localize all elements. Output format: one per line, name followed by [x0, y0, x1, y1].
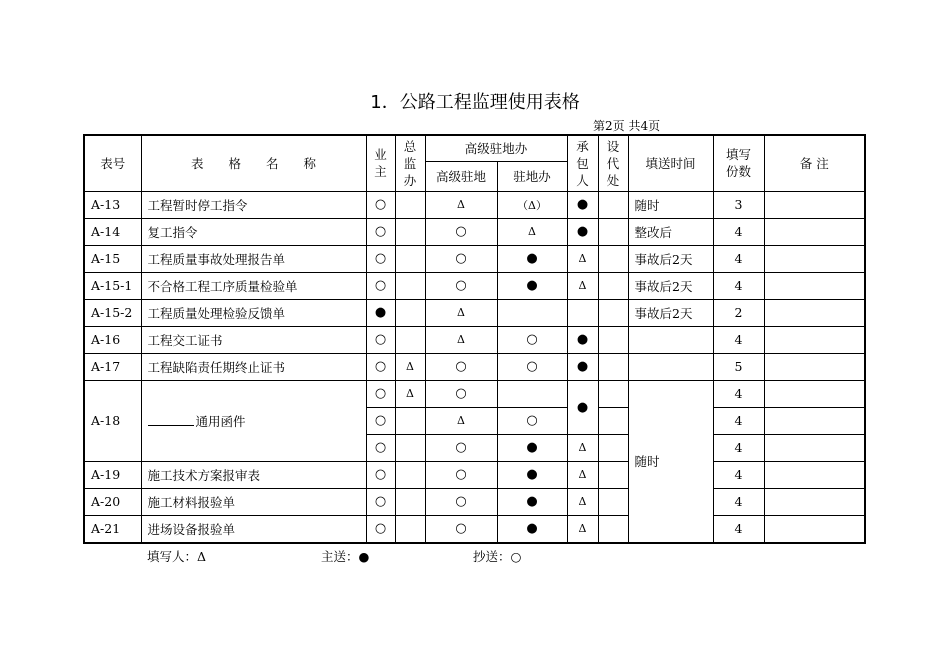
- row-copies: 4: [713, 434, 764, 461]
- row-name: 进场设备报验单: [141, 515, 366, 543]
- row-copies: 4: [713, 407, 764, 434]
- row-name: 复工指令: [141, 218, 366, 245]
- row-contractor: ●: [567, 353, 598, 380]
- row-time: 随时: [628, 380, 713, 543]
- row-time: 事故后2天: [628, 299, 713, 326]
- row-code: A-17: [84, 353, 141, 380]
- row-remark: [764, 380, 865, 407]
- fill-in-blank: [148, 413, 194, 426]
- legend-main-send: 主送：●: [321, 549, 370, 564]
- row-owner: ○: [366, 380, 395, 407]
- row-contractor: ●: [567, 218, 598, 245]
- row-name: 不合格工程工序质量检验单: [141, 272, 366, 299]
- row-copies: 4: [713, 461, 764, 488]
- row-code: A-13: [84, 191, 141, 218]
- row-senior: ○: [425, 218, 497, 245]
- row-design: [598, 326, 628, 353]
- row-design: [598, 380, 628, 407]
- header-remark: 备 注: [764, 135, 865, 191]
- header-contractor: 承 包 人: [567, 135, 598, 191]
- row-remark: [764, 515, 865, 543]
- row-remark: [764, 191, 865, 218]
- row-owner: ○: [366, 515, 395, 543]
- row-chief: [395, 245, 425, 272]
- header-time: 填送时间: [628, 135, 713, 191]
- row-contractor: Δ: [567, 272, 598, 299]
- row-name: 施工技术方案报审表: [141, 461, 366, 488]
- row-time: [628, 353, 713, 380]
- legend: [147, 547, 667, 565]
- row-contractor: Δ: [567, 461, 598, 488]
- row-chief: [395, 434, 425, 461]
- row-owner: ○: [366, 353, 395, 380]
- row-name: 工程质量事故处理报告单: [141, 245, 366, 272]
- forms-table: [83, 134, 866, 544]
- header-senior-resident: 高级驻地: [425, 161, 497, 191]
- header-design: 设 代 处: [598, 135, 628, 191]
- row-remark: [764, 407, 865, 434]
- row-chief: [395, 488, 425, 515]
- row-time: [628, 326, 713, 353]
- row-senior: ○: [425, 461, 497, 488]
- row-contractor: [567, 299, 598, 326]
- row-chief: [395, 191, 425, 218]
- row-design: [598, 461, 628, 488]
- row-contractor: ●: [567, 380, 598, 434]
- header-resident: 驻地办: [497, 161, 567, 191]
- row-remark: [764, 272, 865, 299]
- row-senior: Δ: [425, 299, 497, 326]
- header-owner: 业 主: [366, 135, 395, 191]
- row-time: 随时: [628, 191, 713, 218]
- table-row: [84, 461, 865, 488]
- row-chief: [395, 272, 425, 299]
- row-code: A-14: [84, 218, 141, 245]
- row-senior: ○: [425, 353, 497, 380]
- row-chief: Δ: [395, 353, 425, 380]
- row-remark: [764, 218, 865, 245]
- table-row: [84, 272, 865, 299]
- row-chief: [395, 299, 425, 326]
- row-owner: ○: [366, 245, 395, 272]
- table-row: [84, 191, 865, 218]
- legend-filler: 填写人：Δ: [147, 549, 207, 564]
- row-remark: [764, 434, 865, 461]
- row-remark: [764, 461, 865, 488]
- row-chief: [395, 407, 425, 434]
- row-contractor: Δ: [567, 515, 598, 543]
- header-resident-group: 高级驻地办: [425, 135, 567, 161]
- row-time: 事故后2天: [628, 245, 713, 272]
- row-senior: ○: [425, 245, 497, 272]
- row-resident: Δ: [497, 218, 567, 245]
- row-copies: 4: [713, 515, 764, 543]
- row-resident: ●: [497, 515, 567, 543]
- header-name: 表 格 名 称: [141, 135, 366, 191]
- row-design: [598, 191, 628, 218]
- row-code: A-21: [84, 515, 141, 543]
- row-owner: ●: [366, 299, 395, 326]
- page-number: 第2页 共4页: [593, 119, 661, 133]
- header-copies: 填写 份数: [713, 135, 764, 191]
- row-resident: ●: [497, 434, 567, 461]
- row-resident: （Δ）: [497, 191, 567, 218]
- row-time: 整改后: [628, 218, 713, 245]
- row-name: 工程缺陷责任期终止证书: [141, 353, 366, 380]
- row-design: [598, 488, 628, 515]
- header-chief: 总 监 办: [395, 135, 425, 191]
- row-senior: Δ: [425, 191, 497, 218]
- row-copies: 4: [713, 245, 764, 272]
- row-resident: ○: [497, 407, 567, 434]
- table-row: [84, 353, 865, 380]
- row-senior: ○: [425, 434, 497, 461]
- row-code: A-20: [84, 488, 141, 515]
- table-row: [84, 488, 865, 515]
- row-resident: ●: [497, 461, 567, 488]
- row-time: 事故后2天: [628, 272, 713, 299]
- row-owner: ○: [366, 434, 395, 461]
- row-contractor: Δ: [567, 245, 598, 272]
- row-design: [598, 407, 628, 434]
- table-row: [84, 515, 865, 543]
- row-design: [598, 353, 628, 380]
- row-resident: ○: [497, 326, 567, 353]
- row-senior: ○: [425, 488, 497, 515]
- row-copies: 4: [713, 488, 764, 515]
- row-copies: 3: [713, 191, 764, 218]
- row-name: 工程交工证书: [141, 326, 366, 353]
- row-remark: [764, 488, 865, 515]
- row-design: [598, 515, 628, 543]
- row-chief: [395, 218, 425, 245]
- row-remark: [764, 299, 865, 326]
- row-chief: [395, 326, 425, 353]
- row-name: 工程暂时停工指令: [141, 191, 366, 218]
- row-contractor: Δ: [567, 488, 598, 515]
- header-code: 表号: [84, 135, 141, 191]
- row-copies: 5: [713, 353, 764, 380]
- row-name: 工程质量处理检验反馈单: [141, 299, 366, 326]
- row-name-text: 通用函件: [195, 413, 246, 429]
- row-copies: 4: [713, 218, 764, 245]
- row-contractor: ●: [567, 191, 598, 218]
- row-owner: ○: [366, 191, 395, 218]
- row-name: 施工材料报验单: [141, 488, 366, 515]
- row-contractor: ●: [567, 326, 598, 353]
- row-chief: [395, 515, 425, 543]
- table-row: [84, 299, 865, 326]
- row-code: A-18: [84, 380, 141, 461]
- row-design: [598, 245, 628, 272]
- document-title: 1．公路工程监理使用表格: [370, 92, 580, 113]
- row-code: A-19: [84, 461, 141, 488]
- row-code: A-15-2: [84, 299, 141, 326]
- row-copies: 2: [713, 299, 764, 326]
- row-contractor: Δ: [567, 434, 598, 461]
- row-chief: Δ: [395, 380, 425, 407]
- row-resident: [497, 380, 567, 407]
- row-resident: ●: [497, 272, 567, 299]
- row-senior: ○: [425, 515, 497, 543]
- table-row: [84, 326, 865, 353]
- row-design: [598, 299, 628, 326]
- row-resident: ●: [497, 488, 567, 515]
- row-owner: ○: [366, 461, 395, 488]
- row-copies: 4: [713, 326, 764, 353]
- row-remark: [764, 326, 865, 353]
- row-name: [141, 380, 366, 461]
- row-code: A-15: [84, 245, 141, 272]
- row-owner: ○: [366, 272, 395, 299]
- row-owner: ○: [366, 326, 395, 353]
- row-copies: 4: [713, 272, 764, 299]
- table-row: [84, 218, 865, 245]
- row-chief: [395, 461, 425, 488]
- row-owner: ○: [366, 407, 395, 434]
- legend-copy-send: 抄送：○: [473, 549, 522, 564]
- row-senior: Δ: [425, 407, 497, 434]
- row-resident: ○: [497, 353, 567, 380]
- row-design: [598, 434, 628, 461]
- row-senior: ○: [425, 272, 497, 299]
- row-remark: [764, 245, 865, 272]
- row-resident: ●: [497, 245, 567, 272]
- row-senior: Δ: [425, 326, 497, 353]
- row-design: [598, 218, 628, 245]
- row-copies: 4: [713, 380, 764, 407]
- row-design: [598, 272, 628, 299]
- row-senior: ○: [425, 380, 497, 407]
- table-row: [84, 245, 865, 272]
- row-code: A-16: [84, 326, 141, 353]
- row-remark: [764, 353, 865, 380]
- row-code: A-15-1: [84, 272, 141, 299]
- table-row: [84, 380, 865, 407]
- row-owner: ○: [366, 488, 395, 515]
- row-resident: [497, 299, 567, 326]
- row-owner: ○: [366, 218, 395, 245]
